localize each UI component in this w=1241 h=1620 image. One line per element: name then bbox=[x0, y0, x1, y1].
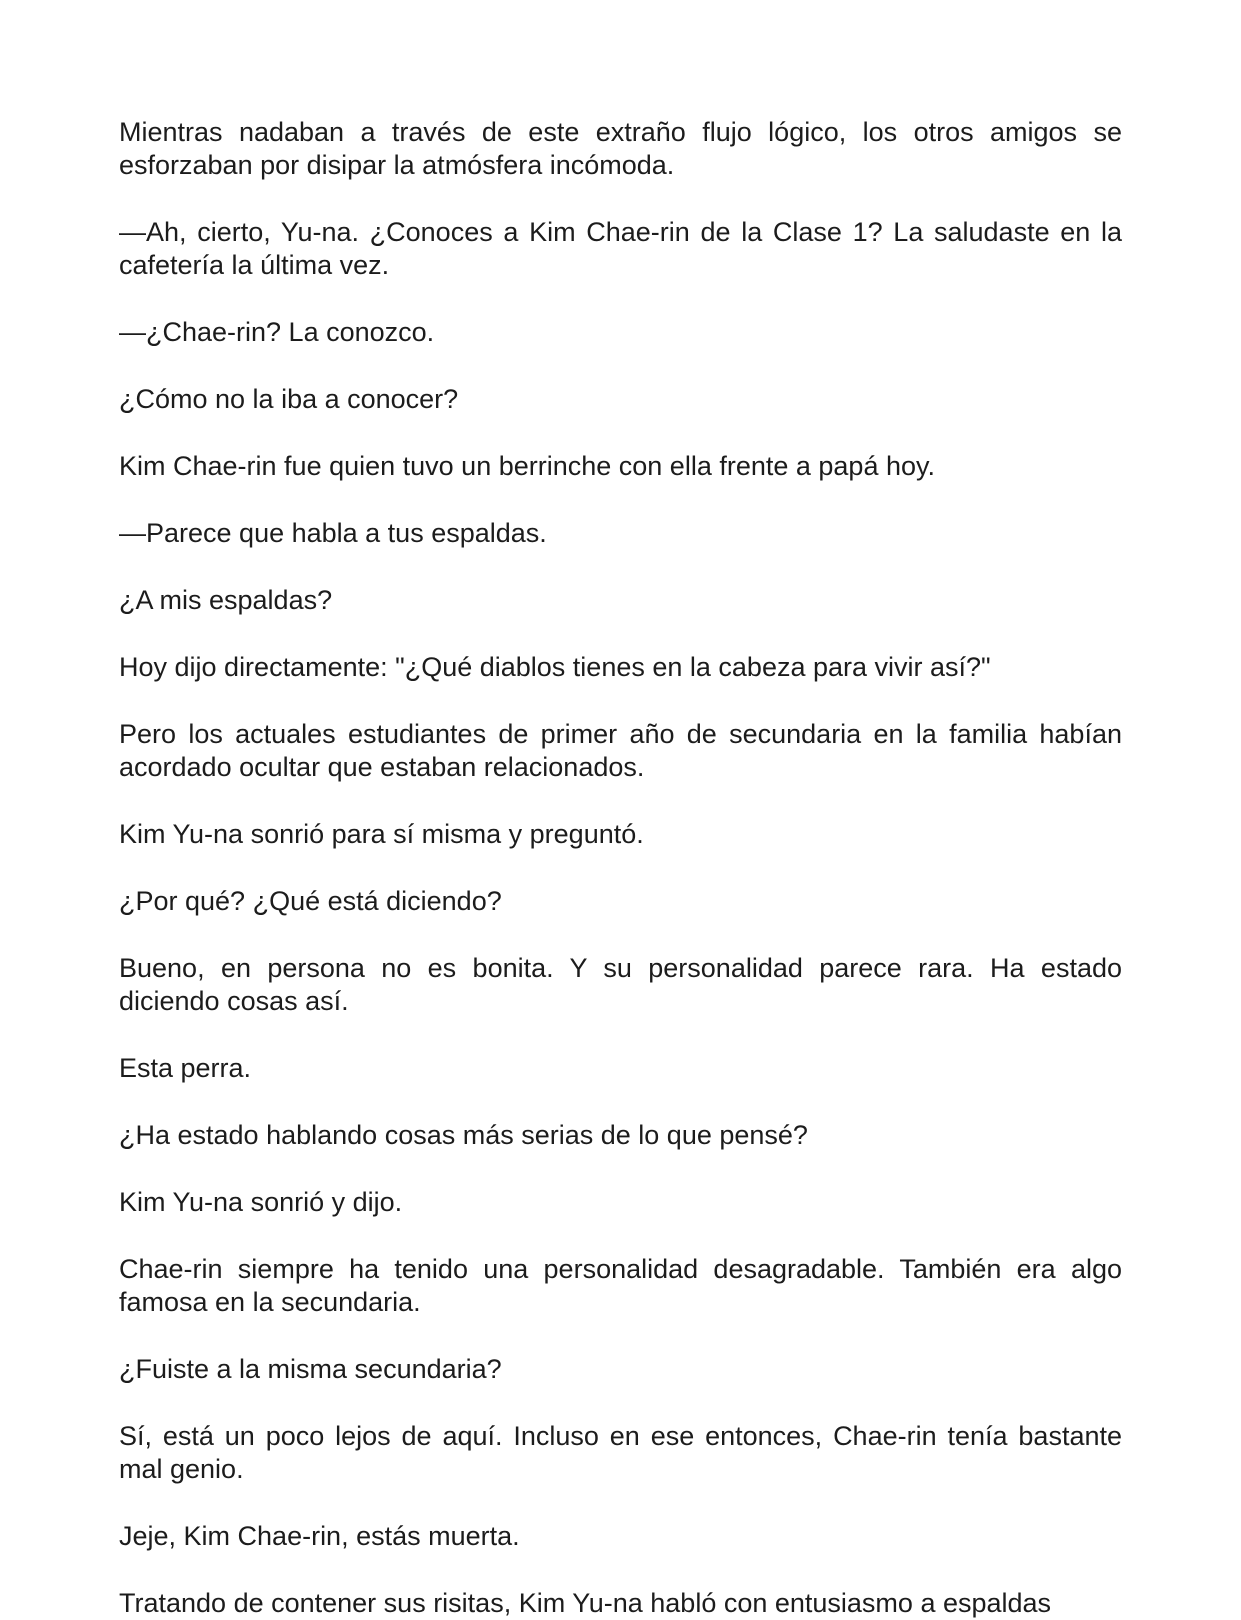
paragraph: Tratando de contener sus risitas, Kim Yu-na habló con entusiasmo a espaldas bbox=[119, 1588, 1052, 1618]
paragraph: Kim Yu-na sonrió para sí misma y preguntó. bbox=[119, 819, 644, 849]
paragraph: Sí, está un poco lejos de aquí. Incluso en ese entonces, Chae-rin tenía bastante mal genio. bbox=[119, 1421, 1122, 1484]
paragraph: ¿Ha estado hablando cosas más serias de lo que pensé? bbox=[119, 1120, 808, 1150]
paragraph: Chae-rin siempre ha tenido una personalidad desagradable. También era algo famosa en la secundaria. bbox=[119, 1254, 1122, 1317]
paragraph: Kim Yu-na sonrió y dijo. bbox=[119, 1187, 403, 1217]
document-page bbox=[119, 116, 1122, 1620]
paragraph: —¿Chae-rin? La conozco. bbox=[119, 317, 435, 347]
paragraph: —Parece que habla a tus espaldas. bbox=[119, 518, 547, 548]
paragraph: Esta perra. bbox=[119, 1053, 252, 1083]
paragraph: Pero los actuales estudiantes de primer año de secundaria en la familia habían acordado ocultar que estaban relacionados. bbox=[119, 719, 1122, 782]
paragraph: Hoy dijo directamente: "¿Qué diablos tienes en la cabeza para vivir así?" bbox=[119, 652, 991, 682]
paragraph: Jeje, Kim Chae-rin, estás muerta. bbox=[119, 1521, 520, 1551]
paragraph: ¿A mis espaldas? bbox=[119, 585, 333, 615]
paragraph: —Ah, cierto, Yu-na. ¿Conoces a Kim Chae-rin de la Clase 1? La saludaste en la cafetería la última vez. bbox=[119, 217, 1122, 280]
paragraph: Kim Chae-rin fue quien tuvo un berrinche con ella frente a papá hoy. bbox=[119, 451, 935, 481]
paragraph: ¿Cómo no la iba a conocer? bbox=[119, 384, 459, 414]
paragraph: Mientras nadaban a través de este extraño flujo lógico, los otros amigos se esforzaban por disipar la atmósfera incómoda. bbox=[119, 117, 1122, 180]
paragraph: ¿Por qué? ¿Qué está diciendo? bbox=[119, 886, 502, 916]
paragraph: Bueno, en persona no es bonita. Y su personalidad parece rara. Ha estado diciendo cosas así. bbox=[119, 953, 1122, 1016]
paragraph: ¿Fuiste a la misma secundaria? bbox=[119, 1354, 502, 1384]
